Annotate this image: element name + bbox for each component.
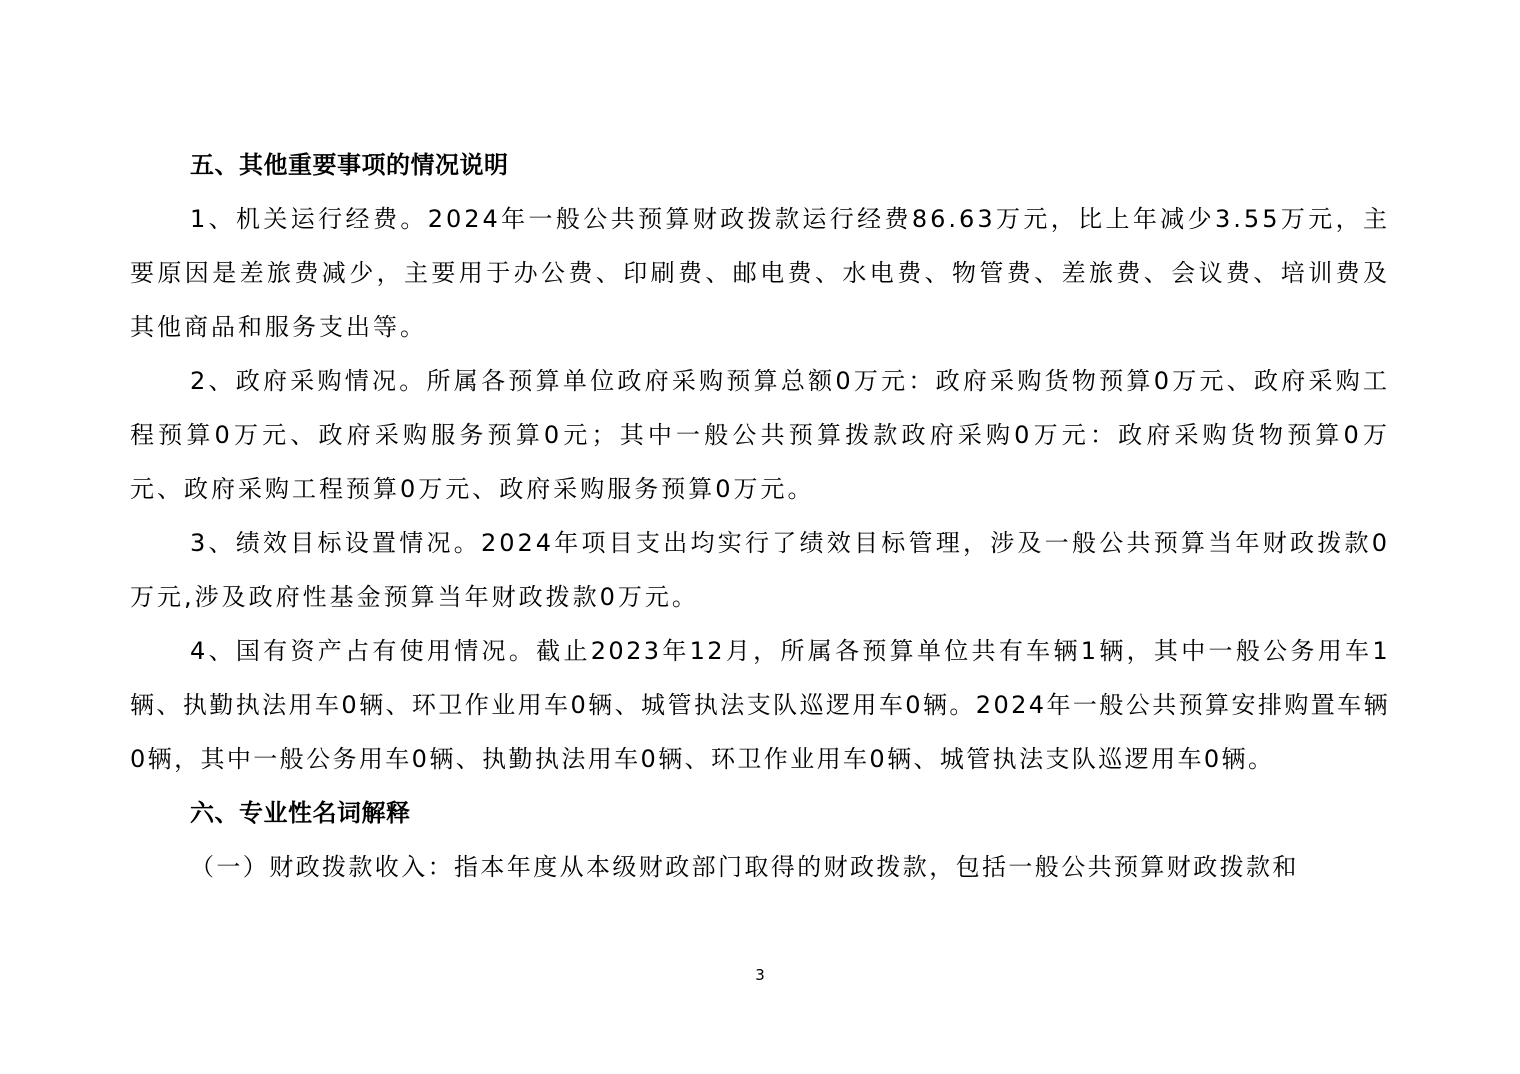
- paragraph-performance-targets: 3、绩效目标设置情况。2024年项目支出均实行了绩效目标管理，涉及一般公共预算当年财政拨款0万元,涉及政府性基金预算当年财政拨款0万元。: [130, 529, 1390, 611]
- paragraph-fiscal-appropriation-income: （一）财政拨款收入：指本年度从本级财政部门取得的财政拨款，包括一般公共预算财政拨款和: [190, 853, 1299, 881]
- section-heading-other-matters: 五、其他重要事项的情况说明: [190, 151, 509, 179]
- paragraph-state-assets: 4、国有资产占有使用情况。截止2023年12月，所属各预算单位共有车辆1辆，其中一般公务用车1辆、执勤执法用车0辆、环卫作业用车0辆、城管执法支队巡逻用车0辆。2024年一般公共预算安排购置车辆0辆，其中一般公务用车0辆、执勤执法用车0辆、环卫作业用车0辆、城管执法支队巡逻用车0辆。: [130, 637, 1390, 773]
- page-number: 3: [755, 966, 765, 984]
- paragraph-operating-expenses: 1、机关运行经费。2024年一般公共预算财政拨款运行经费86.63万元，比上年减少3.55万元，主要原因是差旅费减少，主要用于办公费、印刷费、邮电费、水电费、物管费、差旅费、会议费、培训费及其他商品和服务支出等。: [130, 205, 1390, 341]
- section-heading-glossary: 六、专业性名词解释: [190, 799, 411, 827]
- document-body: [130, 138, 1390, 894]
- paragraph-government-procurement: 2、政府采购情况。所属各预算单位政府采购预算总额0万元：政府采购货物预算0万元、政府采购工程预算0万元、政府采购服务预算0元；其中一般公共预算拨款政府采购0万元：政府采购货物预算0万元、政府采购工程预算0万元、政府采购服务预算0万元。: [130, 367, 1390, 503]
